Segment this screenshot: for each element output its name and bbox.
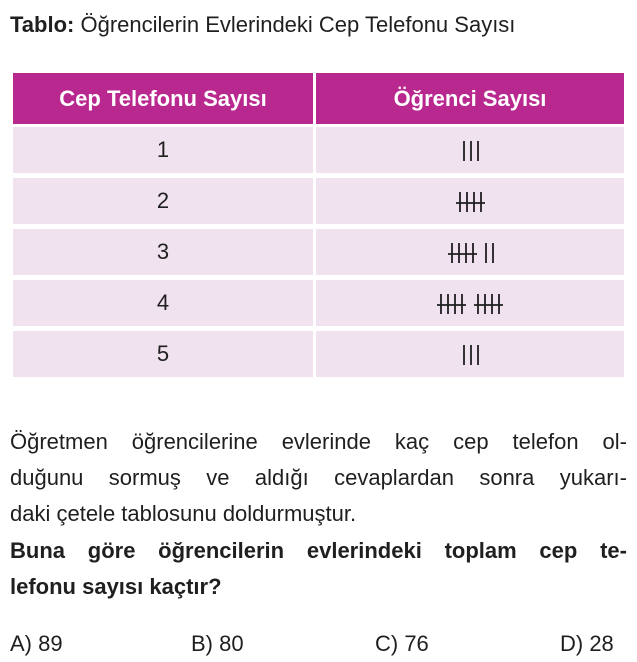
- tally-cell: [316, 178, 624, 229]
- tally-cell: [316, 229, 624, 280]
- tally-marks: [455, 190, 486, 214]
- table-row: [13, 229, 624, 280]
- option-c[interactable]: C) 76: [375, 631, 429, 656]
- option-d[interactable]: D) 28: [560, 631, 614, 656]
- table-caption: [10, 10, 515, 40]
- phone-count-cell: 2: [13, 178, 316, 229]
- phone-count-cell: 4: [13, 280, 316, 331]
- problem-line: daki çetele tablosunu doldurmuştur.: [10, 501, 357, 526]
- tally-graphic: [462, 139, 479, 163]
- tally-graphic: [455, 190, 486, 214]
- phone-count-cell: 5: [13, 331, 316, 377]
- option-b[interactable]: B) 80: [191, 631, 244, 656]
- phone-count-cell: 1: [13, 127, 316, 178]
- tally-marks: [462, 343, 479, 367]
- option-a[interactable]: A) 89: [10, 631, 63, 656]
- tally-marks: [436, 292, 504, 316]
- question-line: lefonu sayısı kaçtır?: [10, 574, 222, 599]
- tally-graphic: [447, 241, 494, 265]
- table-row: [13, 331, 624, 377]
- phone-count-cell: 3: [13, 229, 316, 280]
- tally-graphic: [436, 292, 504, 316]
- table-header-row: [13, 73, 624, 127]
- problem-text: [10, 424, 627, 532]
- caption-text: Öğrencilerin Evlerindeki Cep Telefonu Sayısı: [80, 12, 516, 37]
- tally-table: [13, 73, 624, 377]
- caption-prefix: Tablo:: [10, 12, 75, 37]
- tally-cell: [316, 331, 624, 377]
- header-student-count: Öğrenci Sayısı: [316, 73, 624, 127]
- tally-cell: [316, 127, 624, 178]
- table-row: [13, 178, 624, 229]
- tally-graphic: [462, 343, 479, 367]
- tally-marks: [462, 139, 479, 163]
- problem-line: Öğretmen öğrencilerine evlerinde kaç cep telefon ol-: [10, 429, 627, 454]
- header-phone-count: Cep Telefonu Sayısı: [13, 73, 316, 127]
- tally-cell: [316, 280, 624, 331]
- tally-marks: [447, 241, 494, 265]
- table-row: [13, 280, 624, 331]
- table-row: [13, 127, 624, 178]
- question-line: Buna göre öğrencilerin evlerindeki toplam cep te-: [10, 538, 627, 563]
- answer-options: [10, 627, 627, 661]
- problem-line: duğunu sormuş ve aldığı cevaplardan sonra yukarı-: [10, 465, 627, 490]
- question-text: [10, 533, 627, 605]
